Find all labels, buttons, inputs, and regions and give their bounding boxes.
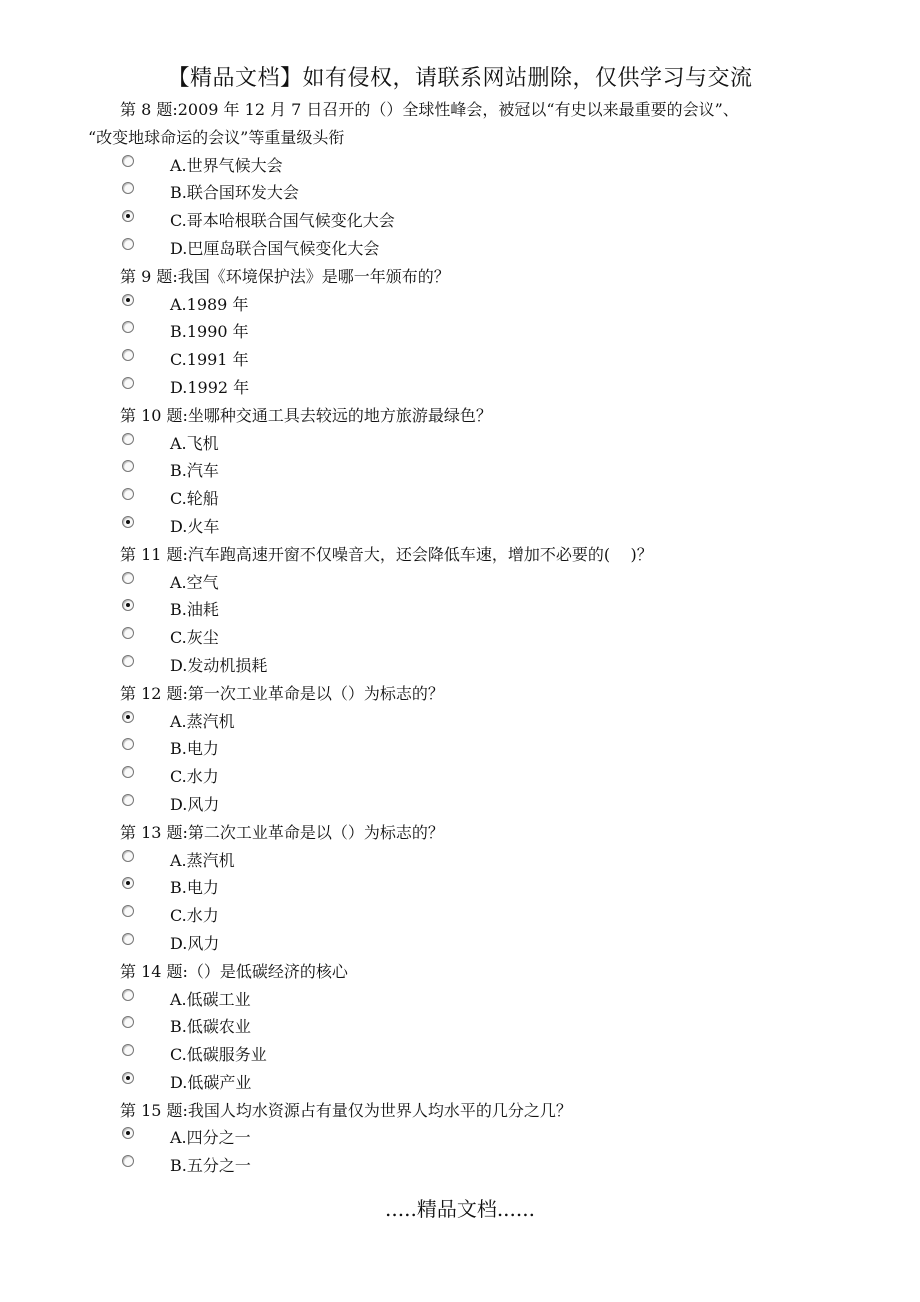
question-text: 第 14 题:（）是低碳经济的核心	[120, 961, 348, 981]
option-label: A.飞机	[170, 433, 219, 453]
radio-button[interactable]	[122, 155, 134, 167]
question-block	[120, 541, 840, 680]
radio-button[interactable]	[122, 516, 134, 528]
answer-option[interactable]	[120, 652, 840, 680]
answer-option[interactable]	[120, 735, 840, 763]
question-block	[120, 402, 840, 541]
radio-button[interactable]	[122, 905, 134, 917]
answer-option[interactable]	[120, 1041, 840, 1069]
answer-option[interactable]	[120, 763, 840, 791]
question-block	[88, 96, 840, 263]
question-list	[88, 96, 840, 1180]
answer-option[interactable]	[120, 291, 840, 319]
option-label: A.蒸汽机	[170, 711, 235, 731]
question-text: 第 10 题:坐哪种交通工具去较远的地方旅游最绿色？	[120, 405, 492, 425]
answer-option[interactable]	[120, 485, 840, 513]
option-label: A.四分之一	[170, 1128, 251, 1148]
radio-button[interactable]	[122, 349, 134, 361]
question-block	[120, 1097, 840, 1180]
radio-button[interactable]	[122, 933, 134, 945]
option-label: A.空气	[170, 572, 219, 592]
question-text: 第 11 题:汽车跑高速开窗不仅噪音大，还会降低车速，增加不必要的( )？	[120, 544, 653, 564]
option-label: B.汽车	[170, 461, 219, 481]
page-footer: .....精品文档......	[385, 1197, 535, 1221]
radio-button[interactable]	[122, 738, 134, 750]
option-label: D.巴厘岛联合国气候变化大会	[170, 238, 380, 258]
answer-option[interactable]	[120, 902, 840, 930]
option-label: A.蒸汽机	[170, 850, 235, 870]
radio-button[interactable]	[122, 1044, 134, 1056]
answer-option[interactable]	[120, 1069, 840, 1097]
answer-option[interactable]	[120, 708, 840, 736]
answer-option[interactable]	[120, 430, 840, 458]
question-text: 第 9 题:我国《环境保护法》是哪一年颁布的？	[120, 266, 450, 286]
answer-option[interactable]	[120, 346, 840, 374]
radio-button[interactable]	[122, 627, 134, 639]
radio-button[interactable]	[122, 1072, 134, 1084]
answer-option[interactable]	[120, 791, 840, 819]
radio-button[interactable]	[122, 711, 134, 723]
question-block	[120, 819, 840, 958]
answer-option[interactable]	[120, 152, 840, 180]
option-label: B.联合国环发大会	[170, 183, 299, 203]
answer-option[interactable]	[120, 457, 840, 485]
option-label: B.五分之一	[170, 1156, 251, 1176]
option-label: B.1990 年	[170, 322, 249, 342]
radio-button[interactable]	[122, 877, 134, 889]
option-label: D.发动机损耗	[170, 655, 268, 675]
question-text-continued: “改变地球命运的会议”等重量级头衔	[88, 127, 345, 147]
option-label: C.灰尘	[170, 628, 219, 648]
option-label: A.低碳工业	[170, 989, 251, 1009]
answer-option[interactable]	[120, 874, 840, 902]
page-header: 【精品文档】如有侵权，请联系网站删除，仅供学习与交流	[167, 66, 753, 91]
answer-option[interactable]	[120, 207, 840, 235]
option-label: D.低碳产业	[170, 1072, 252, 1092]
answer-option[interactable]	[120, 986, 840, 1014]
question-text: 第 15 题:我国人均水资源占有量仅为世界人均水平的几分之几？	[120, 1100, 572, 1120]
answer-option[interactable]	[120, 624, 840, 652]
answer-option[interactable]	[120, 513, 840, 541]
option-label: D.1992 年	[170, 377, 250, 397]
radio-button[interactable]	[122, 1127, 134, 1139]
option-label: B.低碳农业	[170, 1017, 251, 1037]
question-block	[120, 680, 840, 819]
radio-button[interactable]	[122, 1155, 134, 1167]
radio-button[interactable]	[122, 794, 134, 806]
option-label: C.1991 年	[170, 350, 249, 370]
option-label: C.哥本哈根联合国气候变化大会	[170, 211, 395, 231]
option-label: C.水力	[170, 906, 219, 926]
option-label: B.油耗	[170, 600, 219, 620]
option-label: B.电力	[170, 878, 219, 898]
radio-button[interactable]	[122, 655, 134, 667]
radio-button[interactable]	[122, 210, 134, 222]
question-text: 第 13 题:第二次工业革命是以（）为标志的？	[120, 822, 444, 842]
radio-button[interactable]	[122, 377, 134, 389]
answer-option[interactable]	[120, 374, 840, 402]
radio-button[interactable]	[122, 433, 134, 445]
option-label: A.1989 年	[170, 294, 249, 314]
answer-option[interactable]	[120, 930, 840, 958]
radio-button[interactable]	[122, 460, 134, 472]
radio-button[interactable]	[122, 238, 134, 250]
radio-button[interactable]	[122, 599, 134, 611]
answer-option[interactable]	[120, 596, 840, 624]
option-label: D.风力	[170, 933, 220, 953]
answer-option[interactable]	[120, 1124, 840, 1152]
option-label: C.轮船	[170, 489, 219, 509]
question-block	[120, 263, 840, 402]
radio-button[interactable]	[122, 1016, 134, 1028]
radio-button[interactable]	[122, 182, 134, 194]
answer-option[interactable]	[120, 1013, 840, 1041]
answer-option[interactable]	[120, 1152, 840, 1180]
option-label: B.电力	[170, 739, 219, 759]
question-text: 第 12 题:第一次工业革命是以（）为标志的？	[120, 683, 444, 703]
answer-option[interactable]	[120, 569, 840, 597]
radio-button[interactable]	[122, 321, 134, 333]
radio-button[interactable]	[122, 989, 134, 1001]
question-block	[120, 958, 840, 1097]
answer-option[interactable]	[120, 179, 840, 207]
answer-option[interactable]	[120, 847, 840, 875]
radio-button[interactable]	[122, 572, 134, 584]
radio-button[interactable]	[122, 766, 134, 778]
option-label: D.风力	[170, 794, 220, 814]
option-label: C.低碳服务业	[170, 1045, 267, 1065]
radio-button[interactable]	[122, 294, 134, 306]
option-label: D.火车	[170, 516, 220, 536]
answer-option[interactable]	[120, 318, 840, 346]
radio-button[interactable]	[122, 850, 134, 862]
answer-option[interactable]	[120, 235, 840, 263]
option-label: A.世界气候大会	[170, 155, 283, 175]
question-text: 第 8 题:2009 年 12 月 7 日召开的（）全球性峰会，被冠以“有史以来最重要的会议”、	[120, 100, 739, 119]
radio-button[interactable]	[122, 488, 134, 500]
option-label: C.水力	[170, 767, 219, 787]
